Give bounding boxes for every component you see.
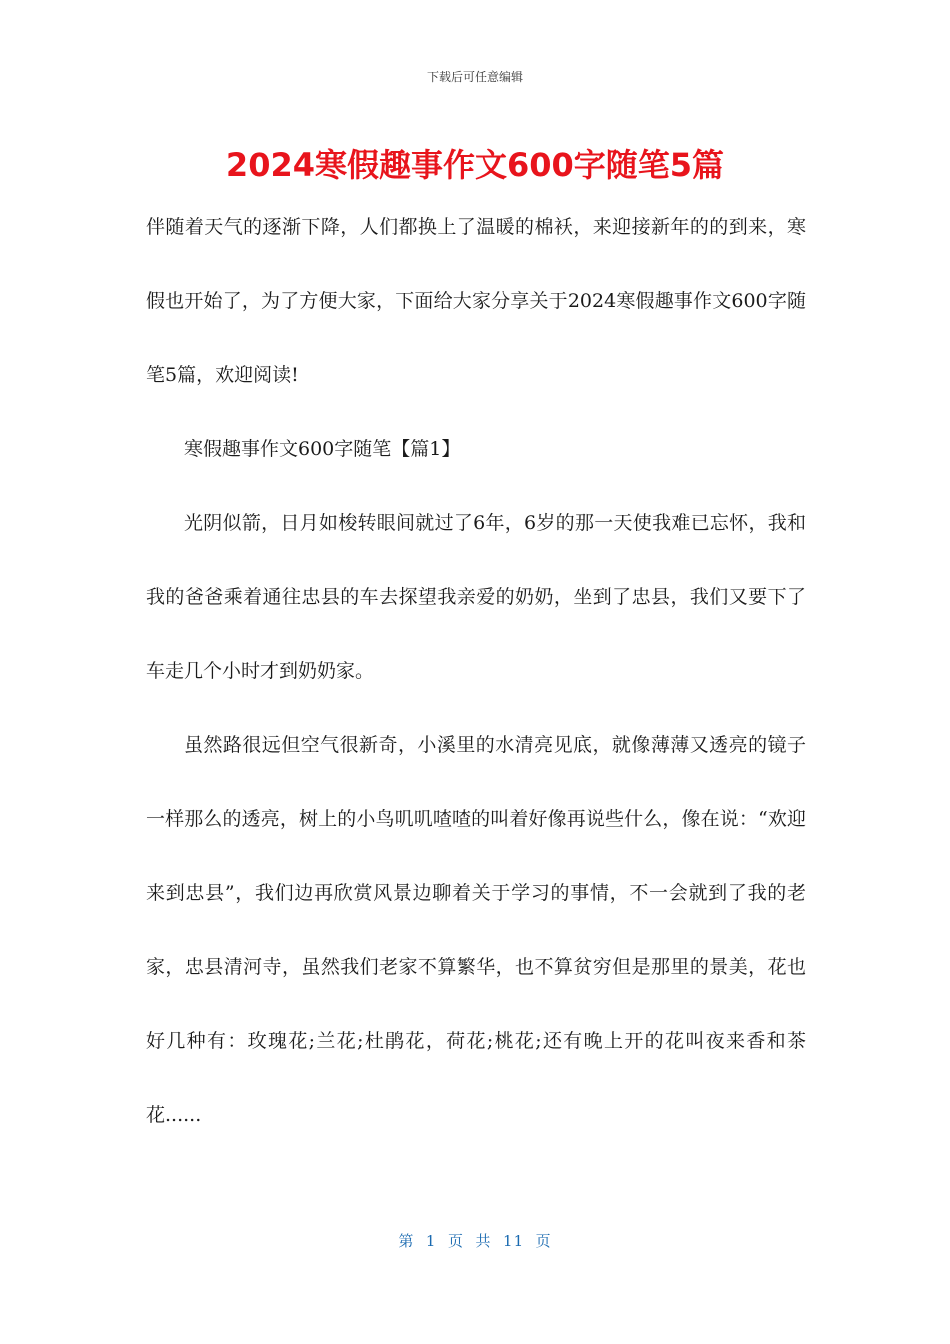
header-note: 下载后可任意编辑	[426, 70, 523, 84]
page-number-label: 第 1 页 共 11 页	[398, 1232, 552, 1250]
page-footer	[0, 1230, 950, 1251]
document-title: 2024寒假趣事作文600字随笔5篇	[225, 146, 725, 184]
intro-paragraph: 伴随着天气的逐渐下降，人们都换上了温暖的棉袄，来迎接新年的的到来，寒假也开始了，为了方便大家，下面给大家分享关于2024寒假趣事作文600字随笔5篇，欢迎阅读!	[146, 216, 806, 386]
body-paragraph: 虽然路很远但空气很新奇，小溪里的水清亮见底，就像薄薄又透亮的镜子一样那么的透亮，树上的小鸟叽叽喳喳的叫着好像再说些什么，像在说：“欢迎来到忠县”，我们边再欣赏风景边聊着关于学习的事情，不一会就到了我的老家，忠县清河寺，虽然我们老家不算繁华，也不算贫穷但是那里的景美，花也好几种有：玫瑰花;兰花;杜鹃花，荷花;桃花;还有晚上开的花叫夜来香和茶花......	[146, 734, 806, 1126]
body-paragraph: 光阴似箭，日月如梭转眼间就过了6年，6岁的那一天使我难已忘怀，我和我的爸爸乘着通往忠县的车去探望我亲爱的奶奶，坐到了忠县，我们又要下了车走几个小时才到奶奶家。	[146, 512, 806, 682]
document-body	[146, 190, 806, 1152]
section-heading: 寒假趣事作文600字随笔【篇1】	[184, 438, 461, 460]
